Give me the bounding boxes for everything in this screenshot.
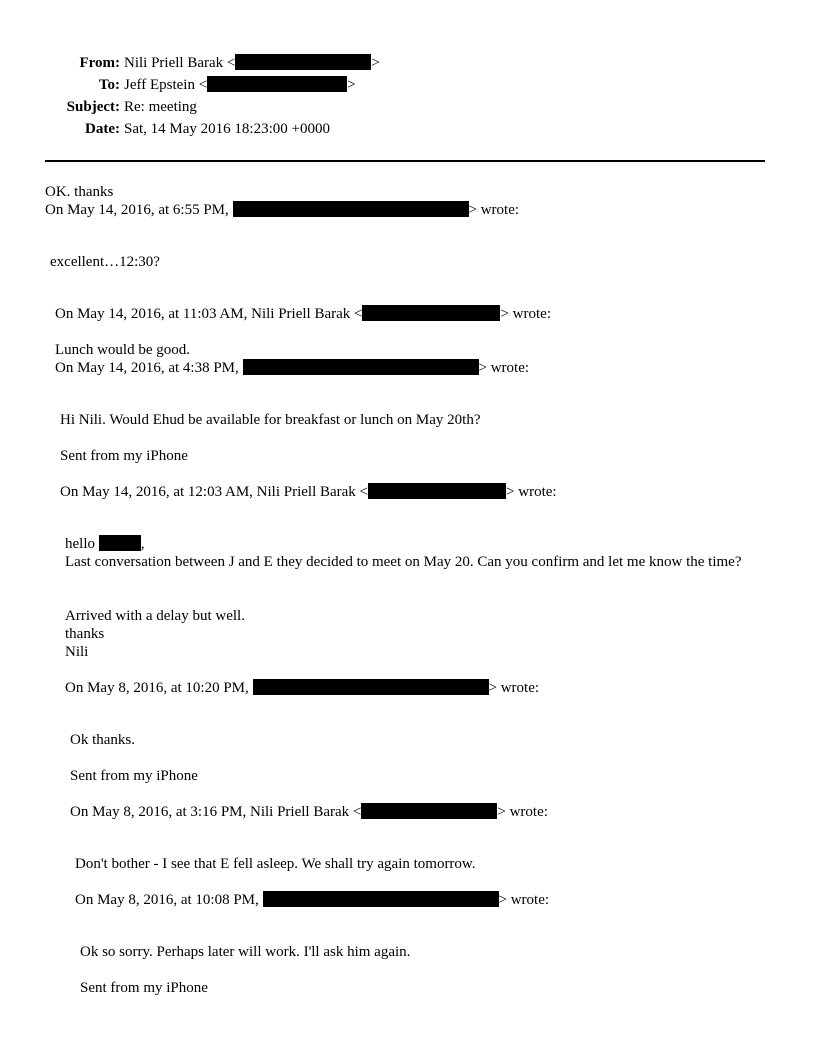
quote-attribution <box>60 483 557 501</box>
redaction-block <box>243 359 479 375</box>
greeting-comma: , <box>140 536 145 552</box>
subject-value: Re: meeting <box>124 99 197 115</box>
attribution-text: On May 14, 2016, at 6:55 PM, <box>45 202 229 218</box>
body-line: Ok so sorry. Perhaps later will work. I'll ask him again. <box>80 944 411 960</box>
attribution-text: On May 8, 2016, at 3:16 PM, Nili Priell Barak < <box>70 804 362 820</box>
attribution-text: On May 14, 2016, at 4:38 PM, <box>55 360 239 376</box>
greeting-text: hello <box>65 536 95 552</box>
to-label: To: <box>98 77 120 93</box>
body-line: Don't bother - I see that E fell asleep. We shall try again tomorrow. <box>75 856 476 872</box>
quote-attribution <box>65 679 539 697</box>
quote-attribution <box>55 305 551 323</box>
quote-attribution <box>45 201 519 219</box>
quote-attribution <box>75 891 549 909</box>
body-line: Hi Nili. Would Ehud be available for breakfast or lunch on May 20th? <box>60 412 481 428</box>
subject-label: Subject: <box>66 99 120 115</box>
body-line: thanks <box>65 626 105 642</box>
body-paragraph: Last conversation between J and E they decided to meet on May 20. Can you confirm and let me know the time? <box>65 554 742 570</box>
redaction-block <box>233 201 469 217</box>
attribution-text: On May 8, 2016, at 10:08 PM, <box>75 892 259 908</box>
redaction-block <box>253 679 489 695</box>
redaction-block <box>361 803 497 819</box>
redaction-block <box>362 305 500 321</box>
attribution-wrote: > wrote: <box>488 680 540 696</box>
attribution-wrote: > wrote: <box>468 202 520 218</box>
attribution-text: On May 14, 2016, at 12:03 AM, Nili Priell Barak < <box>60 484 369 500</box>
redaction-block <box>263 891 499 907</box>
attribution-wrote: > wrote: <box>497 804 548 820</box>
signature-line: Sent from my iPhone <box>80 980 208 996</box>
from-label: From: <box>79 55 120 71</box>
to-name: Jeff Epstein < <box>124 77 208 93</box>
from-value <box>124 54 380 72</box>
body-line: Nili <box>65 644 89 660</box>
redaction-block <box>207 76 347 92</box>
attribution-wrote: > wrote: <box>506 484 557 500</box>
to-value <box>124 76 356 94</box>
header-divider <box>45 160 765 162</box>
redaction-block <box>99 535 141 551</box>
attribution-text: On May 8, 2016, at 10:20 PM, <box>65 680 249 696</box>
attribution-wrote: > wrote: <box>498 892 550 908</box>
quote-attribution <box>55 359 529 377</box>
to-close: > <box>347 77 356 93</box>
body-line: excellent…12:30? <box>50 254 160 270</box>
attribution-wrote: > wrote: <box>500 306 551 322</box>
greeting-line <box>65 535 145 553</box>
redaction-block <box>235 54 371 70</box>
from-close: > <box>371 55 380 71</box>
signature-line: Sent from my iPhone <box>60 448 188 464</box>
body-line: Arrived with a delay but well. <box>65 608 245 624</box>
attribution-wrote: > wrote: <box>478 360 530 376</box>
quote-attribution <box>70 803 548 821</box>
date-label: Date: <box>85 121 120 137</box>
redaction-block <box>368 483 506 499</box>
body-line: Lunch would be good. <box>55 342 190 358</box>
from-name: Nili Priell Barak < <box>124 55 236 71</box>
attribution-text: On May 14, 2016, at 11:03 AM, Nili Priell Barak < <box>55 306 363 322</box>
date-value: Sat, 14 May 2016 18:23:00 +0000 <box>124 121 330 137</box>
body-line: Ok thanks. <box>70 732 135 748</box>
body-line: OK. thanks <box>45 184 114 200</box>
signature-line: Sent from my iPhone <box>70 768 198 784</box>
